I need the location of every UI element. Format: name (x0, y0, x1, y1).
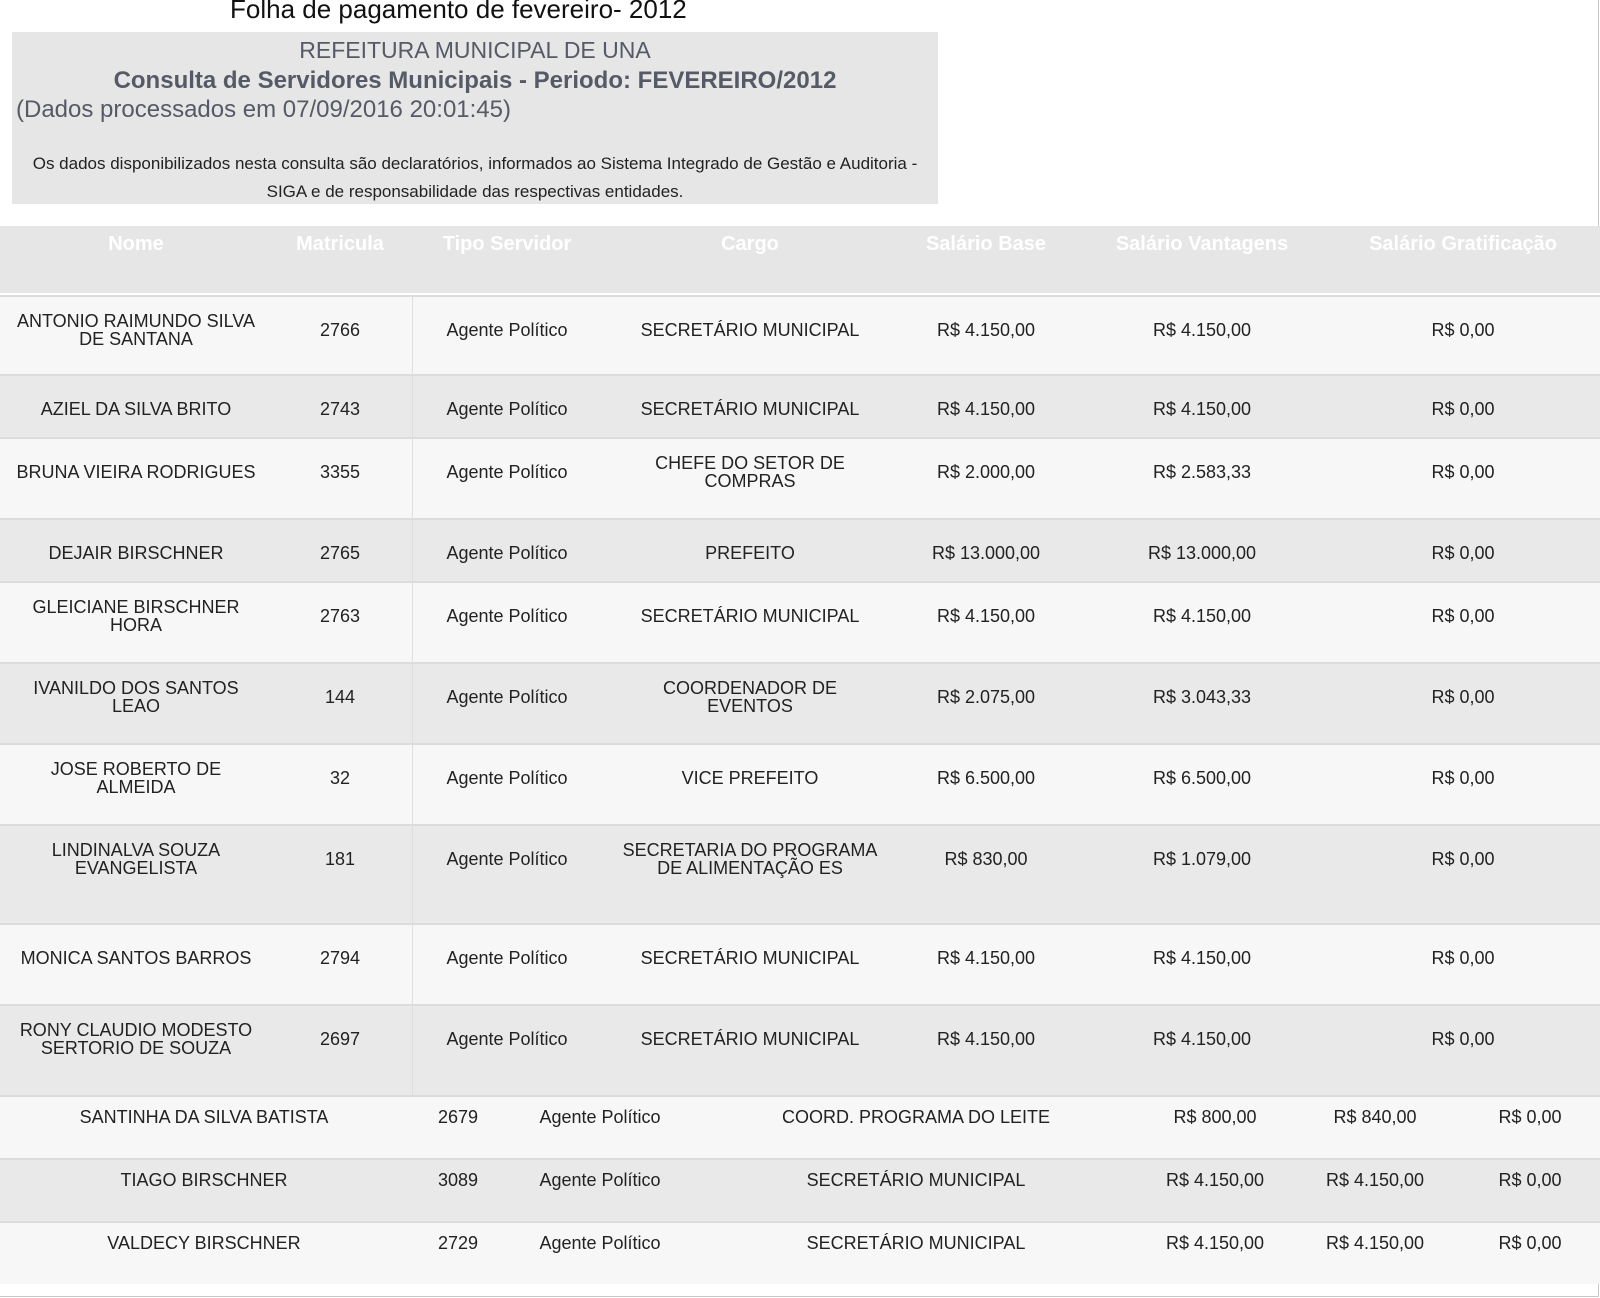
column-header-cargo[interactable]: Cargo (721, 233, 779, 255)
cell-salario-gratificacao: R$ 0,00 (1498, 1233, 1562, 1253)
table-row (0, 581, 1600, 662)
cell-salario-base: R$ 6.500,00 (936, 768, 1036, 788)
cell-matricula: 3355 (319, 462, 361, 482)
cell-salario-base: R$ 4.150,00 (936, 606, 1036, 626)
cell-cargo: PREFEITO (705, 543, 795, 563)
cell-matricula: 181 (324, 849, 356, 869)
table-body (0, 295, 1600, 1284)
cell-salario-vantagens: R$ 1.079,00 (1152, 849, 1252, 869)
table-row (0, 923, 1600, 1004)
disclaimer-text: Os dados disponibilizados nesta consulta são declaratórios, informados ao Sistema Integrado de Gestão e Auditoria - SIGA e de responsabilidade das respectivas entidades. (32, 154, 918, 201)
cell-matricula: 3089 (437, 1170, 479, 1190)
cell-salario-vantagens: R$ 4.150,00 (1325, 1170, 1425, 1190)
cell-matricula: 2794 (319, 948, 361, 968)
table-row (0, 374, 1600, 437)
table-row (0, 295, 1600, 374)
cell-salario-gratificacao: R$ 0,00 (1431, 320, 1495, 340)
cell-salario-gratificacao: R$ 0,00 (1498, 1170, 1562, 1190)
cell-matricula: 2763 (319, 606, 361, 626)
table-row (0, 1158, 1600, 1221)
cell-cargo: SECRETÁRIO MUNICIPAL (640, 1029, 860, 1049)
cell-cargo: VICE PREFEITO (681, 768, 819, 788)
table-row (0, 824, 1600, 923)
table-row (0, 1004, 1600, 1095)
table-row (0, 437, 1600, 518)
cell-salario-gratificacao: R$ 0,00 (1431, 768, 1495, 788)
column-header-tipo-servidor[interactable]: Tipo Servidor (442, 233, 572, 255)
cell-tipo-servidor: Agente Político (446, 687, 568, 707)
cell-salario-vantagens: R$ 4.150,00 (1325, 1233, 1425, 1253)
cell-tipo-servidor: Agente Político (539, 1107, 661, 1127)
cell-salario-base: R$ 2.000,00 (936, 462, 1036, 482)
cell-tipo-servidor: Agente Político (446, 462, 568, 482)
cell-cargo: SECRETÁRIO MUNICIPAL (806, 1233, 1026, 1253)
cell-nome: VALDECY BIRSCHNER (107, 1233, 301, 1253)
cell-nome: MONICA SANTOS BARROS (20, 948, 252, 968)
cell-nome: DEJAIR BIRSCHNER (48, 543, 224, 563)
cell-salario-vantagens: R$ 6.500,00 (1152, 768, 1252, 788)
column-header-salario-gratificacao[interactable]: Salário Gratificação (1369, 233, 1557, 255)
cell-salario-gratificacao: R$ 0,00 (1431, 948, 1495, 968)
cell-salario-gratificacao: R$ 0,00 (1431, 462, 1495, 482)
cell-salario-base: R$ 4.150,00 (936, 399, 1036, 419)
cell-matricula: 32 (329, 768, 351, 788)
cell-nome: TIAGO BIRSCHNER (120, 1170, 288, 1190)
cell-tipo-servidor: Agente Político (446, 543, 568, 563)
cell-nome: ANTONIO RAIMUNDO SILVA DE SANTANA (16, 311, 256, 349)
cell-nome: GLEICIANE BIRSCHNER HORA (32, 597, 240, 635)
table-row (0, 1095, 1600, 1158)
cell-cargo: SECRETÁRIO MUNICIPAL (640, 606, 860, 626)
cell-nome: SANTINHA DA SILVA BATISTA (79, 1107, 329, 1127)
cell-matricula: 2766 (319, 320, 361, 340)
table-row (0, 662, 1600, 743)
cell-salario-vantagens: R$ 840,00 (1333, 1107, 1417, 1127)
cell-nome: BRUNA VIEIRA RODRIGUES (16, 462, 256, 482)
cell-nome: AZIEL DA SILVA BRITO (40, 399, 232, 419)
cell-salario-gratificacao: R$ 0,00 (1431, 399, 1495, 419)
cell-matricula: 144 (324, 687, 356, 707)
cell-matricula: 2743 (319, 399, 361, 419)
cell-salario-base: R$ 13.000,00 (931, 543, 1041, 563)
table-header (0, 226, 1600, 295)
cell-salario-gratificacao: R$ 0,00 (1431, 849, 1495, 869)
cell-salario-gratificacao: R$ 0,00 (1431, 543, 1495, 563)
cell-nome: LINDINALVA SOUZA EVANGELISTA (51, 840, 221, 878)
cell-salario-vantagens: R$ 2.583,33 (1152, 462, 1252, 482)
cell-tipo-servidor: Agente Político (446, 606, 568, 626)
cell-salario-gratificacao: R$ 0,00 (1431, 687, 1495, 707)
cell-tipo-servidor: Agente Político (539, 1170, 661, 1190)
cell-tipo-servidor: Agente Político (446, 399, 568, 419)
cell-tipo-servidor: Agente Político (446, 849, 568, 869)
cell-salario-base: R$ 830,00 (944, 849, 1028, 869)
cell-salario-base: R$ 4.150,00 (936, 1029, 1036, 1049)
cell-salario-vantagens: R$ 4.150,00 (1152, 320, 1252, 340)
cell-matricula: 2679 (437, 1107, 479, 1127)
column-header-nome[interactable]: Nome (108, 233, 164, 255)
cell-tipo-servidor: Agente Político (446, 948, 568, 968)
cell-salario-vantagens: R$ 3.043,33 (1152, 687, 1252, 707)
column-header-salario-vantagens[interactable]: Salário Vantagens (1115, 233, 1289, 255)
cell-salario-base: R$ 2.075,00 (936, 687, 1036, 707)
cell-salario-vantagens: R$ 4.150,00 (1152, 948, 1252, 968)
cell-tipo-servidor: Agente Político (446, 1029, 568, 1049)
cell-salario-base: R$ 4.150,00 (936, 320, 1036, 340)
cell-salario-base: R$ 800,00 (1173, 1107, 1257, 1127)
cell-cargo: SECRETARIA DO PROGRAMA DE ALIMENTAÇÃO ES (622, 840, 878, 878)
table-row (0, 518, 1600, 581)
cell-cargo: SECRETÁRIO MUNICIPAL (640, 399, 860, 419)
query-header (12, 32, 938, 204)
cell-cargo: SECRETÁRIO MUNICIPAL (806, 1170, 1026, 1190)
column-header-salario-base[interactable]: Salário Base (925, 233, 1047, 255)
cell-salario-base: R$ 4.150,00 (936, 948, 1036, 968)
cell-cargo: SECRETÁRIO MUNICIPAL (640, 948, 860, 968)
cell-salario-vantagens: R$ 13.000,00 (1147, 543, 1257, 563)
cell-matricula: 2765 (319, 543, 361, 563)
cell-matricula: 2697 (319, 1029, 361, 1049)
cell-salario-gratificacao: R$ 0,00 (1431, 1029, 1495, 1049)
query-title: Consulta de Servidores Municipais - Periodo: FEVEREIRO/2012 (113, 67, 837, 94)
column-header-matricula[interactable]: Matricula (296, 233, 384, 255)
cell-nome: RONY CLAUDIO MODESTO SERTORIO DE SOUZA (19, 1020, 253, 1058)
cell-tipo-servidor: Agente Político (446, 320, 568, 340)
cell-nome: IVANILDO DOS SANTOS LEAO (33, 678, 239, 716)
cell-salario-gratificacao: R$ 0,00 (1431, 606, 1495, 626)
cell-tipo-servidor: Agente Político (446, 768, 568, 788)
cell-nome: JOSE ROBERTO DE ALMEIDA (50, 759, 222, 797)
cell-cargo: COORD. PROGRAMA DO LEITE (781, 1107, 1051, 1127)
cell-cargo: SECRETÁRIO MUNICIPAL (640, 320, 860, 340)
processed-timestamp: (Dados processados em 07/09/2016 20:01:45) (16, 96, 511, 123)
cell-salario-base: R$ 4.150,00 (1165, 1170, 1265, 1190)
cell-salario-vantagens: R$ 4.150,00 (1152, 1029, 1252, 1049)
table-row (0, 1221, 1600, 1284)
document-title: Folha de pagamento de fevereiro- 2012 (230, 0, 687, 24)
cell-cargo: COORDENADOR DE EVENTOS (662, 678, 837, 716)
cell-salario-vantagens: R$ 4.150,00 (1152, 399, 1252, 419)
cell-salario-base: R$ 4.150,00 (1165, 1233, 1265, 1253)
cell-salario-vantagens: R$ 4.150,00 (1152, 606, 1252, 626)
cell-salario-gratificacao: R$ 0,00 (1498, 1107, 1562, 1127)
cell-cargo: CHEFE DO SETOR DE COMPRAS (655, 453, 845, 491)
payroll-table (0, 226, 1600, 1284)
cell-matricula: 2729 (437, 1233, 479, 1253)
table-row (0, 743, 1600, 824)
cell-tipo-servidor: Agente Político (539, 1233, 661, 1253)
organization-name: REFEITURA MUNICIPAL DE UNA (299, 37, 651, 63)
